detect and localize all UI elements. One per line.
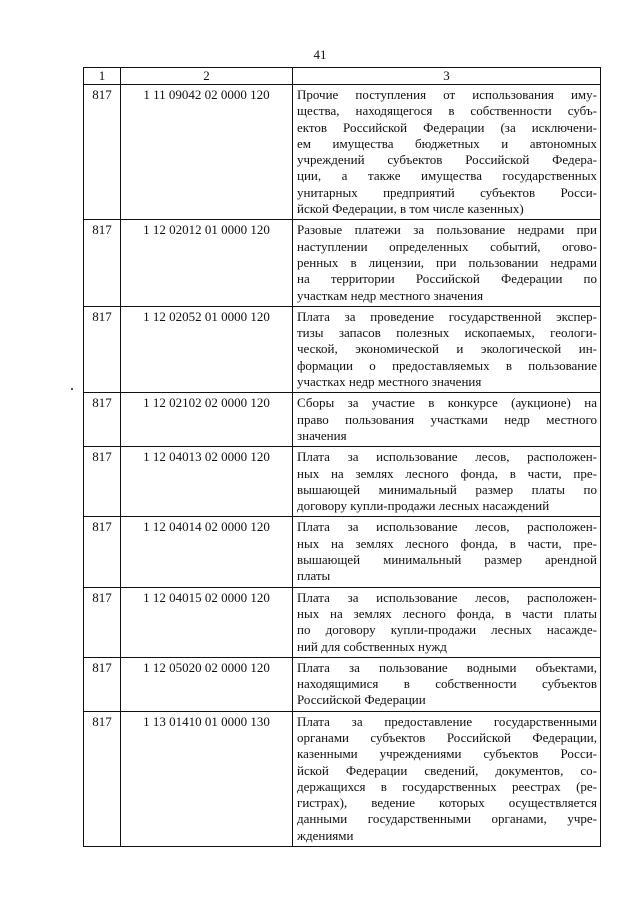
table-row xyxy=(84,517,601,587)
income-name-line: ем имущества бюджетных и автономных xyxy=(297,135,597,151)
income-name-line: участках недр местного значения xyxy=(297,374,482,390)
income-name-line: вышающей минимальный размер платы по xyxy=(297,481,597,497)
income-name-cell xyxy=(293,517,601,587)
income-name-line: наступлении определенных событий, огово- xyxy=(297,238,597,254)
income-name-cell xyxy=(293,220,601,306)
income-name-line: Плата за использование лесов, расположен- xyxy=(297,519,597,535)
income-name-line: ческой, экономической и экологической ин- xyxy=(297,341,597,357)
income-name-line: щества, находящегося в собственности субъ- xyxy=(297,103,597,119)
income-name-line: Плата за использование лесов, расположен- xyxy=(297,589,597,605)
table-row xyxy=(84,220,601,306)
admin-code-cell: 817 xyxy=(84,306,121,392)
income-name-cell xyxy=(293,306,601,392)
income-name-line: Плата за предоставление государственными xyxy=(297,713,597,729)
income-name-line: Прочие поступления от использования иму- xyxy=(297,87,597,102)
income-name-line: унитарных предприятий субъектов Росси- xyxy=(297,184,597,200)
income-name-line: Сборы за участие в конкурсе (аукционе) на xyxy=(297,395,597,411)
budget-code-cell: 1 12 02012 01 0000 120 xyxy=(121,220,293,306)
income-name-cell xyxy=(293,587,601,657)
income-name-line: по договору купли-продажи лесных насажде- xyxy=(297,622,597,638)
admin-code-cell: 817 xyxy=(84,587,121,657)
table-row xyxy=(84,587,601,657)
column-header-2: 2 xyxy=(121,68,293,85)
income-name-line: держащихся в государственных реестрах (ре- xyxy=(297,778,597,794)
income-name-line: казенными учреждениями субъектов Росси- xyxy=(297,746,597,762)
income-name-line: ных на землях лесного фонда, в части, пре- xyxy=(297,535,597,551)
budget-code-cell: 1 13 01410 01 0000 130 xyxy=(121,711,293,846)
income-name-line: участкам недр местного значения xyxy=(297,287,484,303)
admin-code-cell: 817 xyxy=(84,517,121,587)
table-header-row xyxy=(84,68,601,85)
admin-code-cell: 817 xyxy=(84,711,121,846)
table-row xyxy=(84,306,601,392)
budget-code-cell: 1 12 04015 02 0000 120 xyxy=(121,587,293,657)
income-name-line: платы xyxy=(297,568,331,584)
budget-code-cell: 1 12 02052 01 0000 120 xyxy=(121,306,293,392)
income-name-line: вышающей минимальный размер арендной xyxy=(297,552,597,568)
budget-code-cell: 1 12 04013 02 0000 120 xyxy=(121,447,293,517)
income-name-cell xyxy=(293,393,601,447)
admin-code-cell: 817 xyxy=(84,447,121,517)
admin-code-cell: 817 xyxy=(84,657,121,711)
income-name-line: органами субъектов Российской Федерации, xyxy=(297,729,597,745)
income-name-line: Плата за проведение государственной экспер- xyxy=(297,308,597,324)
admin-code-cell: 817 xyxy=(84,393,121,447)
income-name-cell xyxy=(293,447,601,517)
income-name-line: Плата за использование лесов, расположен- xyxy=(297,449,597,465)
income-name-line: йской Федерации, в том числе казенных) xyxy=(297,201,524,217)
income-name-line: ных на землях лесного фонда, в части платы xyxy=(297,605,597,621)
income-name-cell xyxy=(293,657,601,711)
budget-code-cell: 1 12 05020 02 0000 120 xyxy=(121,657,293,711)
income-name-line: находящимися в собственности субъектов xyxy=(297,676,597,692)
income-name-line: на территории Российской Федерации по xyxy=(297,271,597,287)
income-name-line: ных на землях лесного фонда, в части, пре- xyxy=(297,465,597,481)
income-name-cell xyxy=(293,711,601,846)
admin-code-cell: 817 xyxy=(84,85,121,220)
income-name-line: договору купли-продажи лесных насаждений xyxy=(297,498,550,514)
income-name-line: учреждений субъектов Российской Федера- xyxy=(297,152,597,168)
income-name-line: формации о предоставляемых в пользование xyxy=(297,357,597,373)
income-name-line: Российской Федерации xyxy=(297,692,426,708)
income-name-line: ний для собственных нужд xyxy=(297,638,447,654)
income-name-line: ектов Российской Федерации (за исключени- xyxy=(297,119,597,135)
admin-code-cell: 817 xyxy=(84,220,121,306)
income-name-line: йской Федерации сведений, документов, со- xyxy=(297,762,597,778)
table-row xyxy=(84,85,601,220)
budget-code-cell: 1 12 04014 02 0000 120 xyxy=(121,517,293,587)
income-name-line: значения xyxy=(297,427,347,443)
income-name-line: данными государственными органами, учре- xyxy=(297,811,597,827)
income-name-line: тизы запасов полезных ископаемых, геологи- xyxy=(297,325,597,341)
income-name-line: Разовые платежи за пользование недрами при xyxy=(297,222,597,238)
income-name-line: ции, а также имущества государственных xyxy=(297,168,597,184)
income-name-cell xyxy=(293,85,601,220)
income-name-line: ренных в лицензии, при пользовании недрами xyxy=(297,254,597,270)
income-name-line: Плата за пользование водными объектами, xyxy=(297,659,597,675)
table-row xyxy=(84,447,601,517)
scan-dot xyxy=(71,388,73,390)
income-name-line: право пользования участками недр местного xyxy=(297,411,597,427)
table-row xyxy=(84,657,601,711)
table-row xyxy=(84,393,601,447)
budget-code-cell: 1 11 09042 02 0000 120 xyxy=(121,85,293,220)
column-header-3: 3 xyxy=(293,68,601,85)
income-name-line: ждениями xyxy=(297,827,354,843)
column-header-1: 1 xyxy=(84,68,121,85)
table-row xyxy=(84,711,601,846)
income-name-line: гистрах), ведение которых осуществляется xyxy=(297,795,597,811)
income-codes-table xyxy=(83,67,601,847)
budget-code-cell: 1 12 02102 02 0000 120 xyxy=(121,393,293,447)
page-number: 41 xyxy=(313,47,327,62)
